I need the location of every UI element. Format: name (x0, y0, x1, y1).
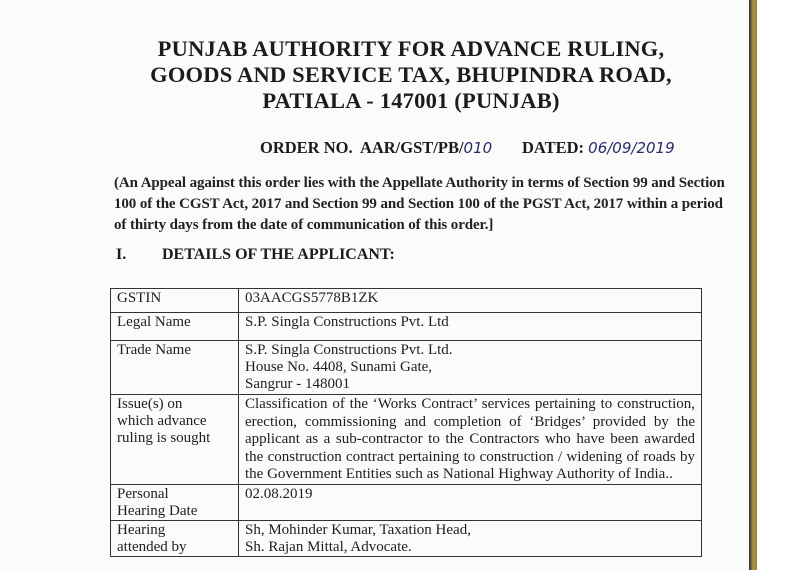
label-line: ruling is sought (117, 430, 211, 446)
table-row-trade-name (111, 341, 702, 395)
table-row-attended-by (111, 521, 702, 557)
order-number (260, 138, 492, 158)
value-line: House No. 4408, Sunami Gate, (245, 359, 433, 375)
dated-label: DATED: (522, 138, 585, 157)
label-line: Issue(s) on (117, 396, 183, 412)
heading-line: PUNJAB AUTHORITY FOR ADVANCE RULING, (157, 36, 665, 61)
row-label: Trade Name (111, 341, 239, 395)
heading-line: GOODS AND SERVICE TAX, BHUPINDRA ROAD, (150, 62, 672, 87)
value-line: Sangrur - 148001 (245, 376, 350, 392)
row-value: 03AACGS5778B1ZK (239, 289, 702, 313)
label-line: attended by (117, 539, 187, 555)
table-row-issues (111, 395, 702, 485)
order-label: ORDER NO. (260, 138, 353, 157)
background-margin (757, 0, 791, 570)
order-date (522, 138, 675, 158)
table-row-hearing-date (111, 485, 702, 521)
authority-heading (150, 36, 672, 114)
row-label: Legal Name (111, 313, 239, 341)
row-value (239, 341, 702, 395)
section-title: DETAILS OF THE APPLICANT: (162, 246, 395, 263)
dated-handwritten: 06/09/2019 (588, 139, 675, 157)
row-label (111, 521, 239, 557)
row-value: 02.08.2019 (239, 485, 702, 521)
label-line: Hearing (117, 522, 166, 538)
row-label (111, 485, 239, 521)
row-value: Classification of the ‘Works Contract’ services pertaining to construction, erection, commissioning and completion of ‘Bridges’ provided by the applicant as a sub-contractor to the Contractors who have been awarded the construction contract pertaining to construction / widening of roads by the Government Entities such as National Highway Authority of India.. (239, 395, 702, 485)
label-line: Hearing Date (117, 503, 198, 519)
heading-line: PATIALA - 147001 (PUNJAB) (262, 88, 560, 113)
table-row-legal-name (111, 313, 702, 341)
section-number: I. (116, 246, 127, 263)
appeal-note: (An Appeal against this order lies with the Appellate Authority in terms of Section 99 and Section 100 of the CGST Act, 2017 and Section 99 and Section 100 of the PGST Act, 2017 within a period of thirty days from the date of communication of this order.] (114, 175, 725, 233)
table-row-gstin (111, 289, 702, 313)
row-value (239, 521, 702, 557)
section-heading (116, 246, 395, 264)
order-number-handwritten: 010 (463, 139, 493, 157)
row-label (111, 395, 239, 485)
value-line: Sh. Rajan Mittal, Advocate. (245, 539, 412, 555)
row-label: GSTIN (111, 289, 239, 313)
label-line: Personal (117, 486, 169, 502)
value-line: S.P. Singla Constructions Pvt. Ltd. (245, 342, 453, 358)
order-number-printed: AAR/GST/PB/ (359, 138, 464, 157)
value-line: Sh, Mohinder Kumar, Taxation Head, (245, 522, 471, 538)
label-line: which advance (117, 413, 207, 429)
scanned-page-edge (749, 0, 757, 570)
applicant-details-table (110, 288, 702, 557)
row-value: S.P. Singla Constructions Pvt. Ltd (239, 313, 702, 341)
